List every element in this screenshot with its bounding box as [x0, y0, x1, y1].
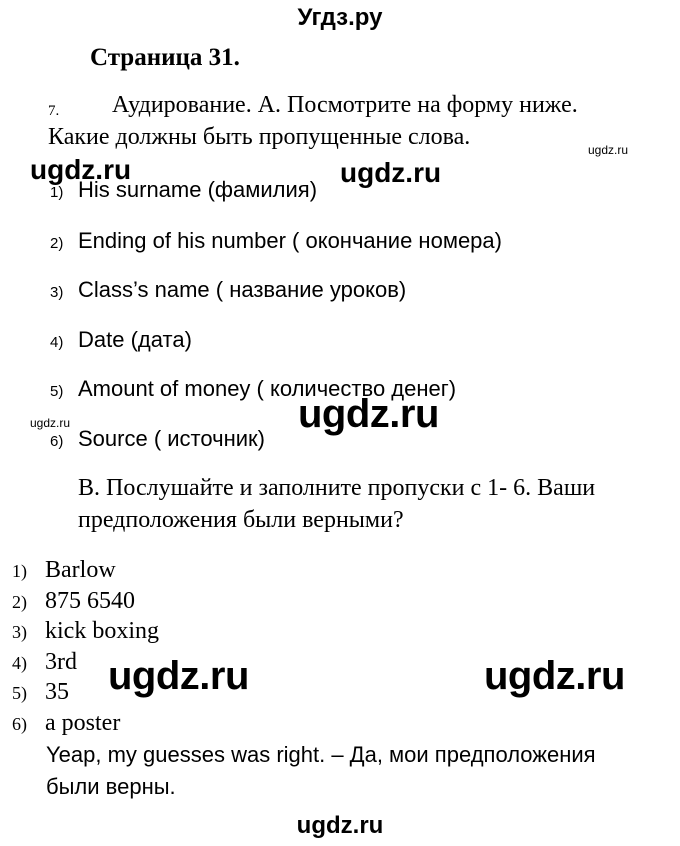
answer-number: 3): [12, 622, 27, 642]
item-number: 3): [50, 284, 64, 301]
watermark: ugdz.ru: [484, 654, 625, 698]
conclusion-line1: Yeap, my guesses was right. – Да, мои предположения: [46, 742, 596, 767]
answer-number: 2): [12, 592, 27, 612]
answer-text: kick boxing: [45, 618, 159, 644]
item-number: 6): [50, 433, 64, 450]
list-item: [50, 426, 265, 452]
list-item: [50, 228, 502, 254]
task-a-line2: Какие должны быть пропущенные слова.: [48, 124, 471, 150]
answer-item: [12, 588, 135, 615]
list-item: [50, 327, 192, 353]
item-number: 2): [50, 235, 64, 252]
task-b-line2: предположения были верными?: [78, 507, 404, 533]
answer-item: [12, 618, 159, 645]
item-number: 1): [50, 184, 64, 201]
item-text: Date (дата): [78, 327, 192, 352]
task-b-line1: В. Послушайте и заполните пропуски с 1- 6. Ваши: [78, 475, 596, 501]
watermark: ugdz.ru: [108, 654, 249, 698]
answer-text: Barlow: [45, 557, 116, 583]
item-number: 5): [50, 383, 64, 400]
answer-number: 5): [12, 683, 27, 703]
answer-text: 35: [45, 679, 69, 705]
page-title: Страница 31.: [90, 44, 240, 71]
answer-text: a poster: [45, 710, 121, 736]
footer-watermark: ugdz.ru: [296, 812, 384, 839]
item-number: 4): [50, 334, 64, 351]
watermark: ugdz.ru: [30, 154, 132, 185]
answer-item: [12, 710, 120, 737]
answer-number: 6): [12, 714, 27, 734]
answer-item: [12, 557, 116, 584]
item-text: Class’s name ( название уроков): [78, 277, 407, 302]
list-item: [50, 277, 406, 303]
answer-text: 3rd: [45, 649, 77, 675]
watermark: ugdz.ru: [298, 392, 439, 436]
answer-number: 4): [12, 653, 27, 673]
watermark: ugdz.ru: [340, 157, 442, 188]
answer-text: 875 6540: [45, 588, 135, 614]
site-title: Угдз.ру: [297, 4, 383, 31]
task-a-line1: Аудирование. А. Посмотрите на форму ниже.: [112, 92, 578, 118]
watermark: ugdz.ru: [30, 416, 71, 430]
item-text: Amount of money ( количество денег): [78, 376, 457, 401]
answer-number: 1): [12, 561, 27, 581]
answer-item: [12, 679, 69, 706]
task-number: 7.: [48, 103, 60, 119]
item-text: His surname (фамилия): [78, 177, 318, 202]
answer-item: [12, 649, 77, 676]
watermark: ugdz.ru: [588, 143, 629, 157]
item-text: Source ( источник): [78, 426, 265, 451]
conclusion-line2: были верны.: [46, 774, 176, 799]
item-text: Ending of his number ( окончание номера): [78, 228, 502, 253]
